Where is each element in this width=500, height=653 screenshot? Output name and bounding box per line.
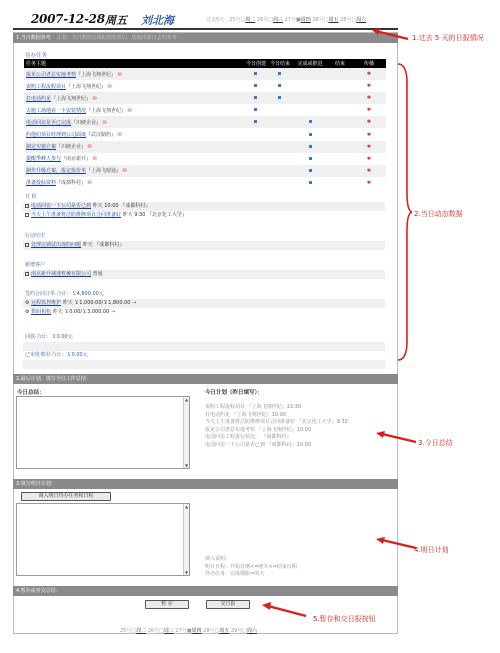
task-org: 『南京新升』 bbox=[61, 156, 92, 163]
past-day-week[interactable]: 周二 bbox=[136, 628, 147, 634]
task-name-link[interactable]: 提醒季峰人参与 bbox=[26, 156, 62, 163]
past-day-status: □ bbox=[214, 628, 220, 634]
task-subject-cell bbox=[24, 128, 244, 140]
task-status-cell bbox=[328, 153, 352, 165]
task-status-cell bbox=[328, 116, 352, 128]
schedule-label: 日 程 bbox=[25, 194, 37, 200]
section1-bar bbox=[13, 33, 398, 43]
import-hint-line: 待办任务：完成期限=明天 bbox=[205, 571, 265, 577]
list-item-org: 『成都科村』 bbox=[94, 242, 125, 248]
today-plan-list bbox=[205, 404, 348, 449]
past-day-status: □ bbox=[131, 628, 137, 634]
order-detail: 昨天 ￥1,000.00/￥1,800.00 bbox=[62, 300, 131, 306]
task-subject-cell bbox=[24, 92, 244, 104]
task-status-cell bbox=[244, 153, 268, 165]
task-status-cell bbox=[268, 80, 292, 92]
task-status-cell bbox=[268, 68, 292, 80]
task-status-cell bbox=[268, 92, 292, 104]
schedule-block bbox=[23, 193, 385, 220]
report-date: 2007-12-28 bbox=[31, 12, 105, 26]
annotation-brace bbox=[397, 63, 413, 361]
orders-block bbox=[23, 290, 385, 317]
list-item bbox=[23, 241, 385, 250]
task-status-cell bbox=[292, 165, 328, 177]
submit-report-button[interactable]: 交日报 bbox=[206, 600, 250, 609]
today-plan-label: 今日计划（昨日填写）： bbox=[205, 390, 263, 396]
payment-block bbox=[23, 333, 385, 351]
flag-icon: ✉ bbox=[116, 132, 122, 139]
today-plan-item: 报见公司老总实地考察 『上海飞翔世纪』10:00 bbox=[205, 426, 312, 433]
flag-icon: ✉ bbox=[86, 144, 92, 151]
arrow-right-icon[interactable]: → bbox=[109, 309, 116, 315]
flag-icon: ✉ bbox=[106, 83, 112, 90]
task-spread-cell bbox=[352, 80, 386, 92]
task-status-cell bbox=[292, 177, 328, 189]
task-subject-cell bbox=[24, 104, 244, 116]
spread-star-icon[interactable]: ✱ bbox=[366, 83, 372, 90]
task-subject-cell bbox=[24, 177, 244, 189]
item-checkbox-icon bbox=[25, 272, 29, 276]
annotation-3: 3.今日总结 bbox=[418, 439, 453, 447]
expense-label: 已审批费用·合计：￥0.00元 bbox=[25, 352, 88, 358]
flag-icon: ✉ bbox=[126, 107, 132, 114]
task-status-cell bbox=[244, 165, 268, 177]
task-subject-cell bbox=[24, 165, 244, 177]
task-name-link[interactable]: 制定实施方案 bbox=[26, 144, 57, 151]
task-subject-cell bbox=[24, 153, 244, 165]
report-user-name: 刘北海 bbox=[141, 14, 174, 27]
today-summary-textarea[interactable] bbox=[16, 396, 190, 469]
list-item bbox=[23, 270, 385, 279]
list-item-link[interactable]: 南京新升减速机械有限公司 bbox=[31, 271, 92, 277]
report-weekday: 周五 bbox=[105, 14, 127, 27]
task-status-cell bbox=[268, 165, 292, 177]
task-spread-cell bbox=[352, 165, 386, 177]
table-row bbox=[24, 153, 386, 165]
past-day-date: 28号 bbox=[340, 17, 352, 23]
past-day-link[interactable] bbox=[285, 17, 313, 23]
past-day-link[interactable] bbox=[257, 17, 285, 23]
task-spread-cell bbox=[352, 68, 386, 80]
section2-title: 2.最后计划，填写今日工作总结： bbox=[16, 376, 91, 382]
table-row bbox=[24, 92, 386, 104]
section1-hint: 注意：当日数据会根据端变更后，您使用新日志的参考 bbox=[56, 35, 177, 41]
task-org: 『上海飞鼎通』 bbox=[86, 168, 122, 175]
table-row bbox=[24, 177, 386, 189]
spread-star-icon[interactable]: ✱ bbox=[366, 71, 372, 78]
spread-star-icon[interactable]: ✱ bbox=[366, 155, 372, 162]
task-status-cell bbox=[268, 116, 292, 128]
col-subject[interactable]: 任务主题 bbox=[24, 59, 244, 68]
orders-label: 签约合同订单·合计：￥4,800.00元 bbox=[25, 291, 104, 297]
task-status-cell bbox=[268, 128, 292, 140]
status-marker-icon bbox=[309, 169, 312, 172]
spread-star-icon[interactable]: ✱ bbox=[366, 167, 372, 174]
task-org: 『川硬企业』 bbox=[56, 144, 87, 151]
spread-star-icon[interactable]: ✱ bbox=[366, 179, 372, 186]
status-marker-icon bbox=[278, 72, 281, 75]
plan-scrollbar[interactable] bbox=[183, 504, 189, 575]
list-item-time: 昨天 10:00 bbox=[92, 203, 119, 209]
task-status-cell bbox=[292, 141, 328, 153]
new-customers-block bbox=[23, 261, 385, 279]
spread-star-icon[interactable]: ✱ bbox=[366, 131, 372, 138]
past-day-week[interactable]: 周四 bbox=[300, 17, 311, 23]
order-icon: ⚙ bbox=[25, 309, 32, 315]
task-spread-cell bbox=[352, 128, 386, 140]
list-item-time: 昨天 9:30 bbox=[122, 212, 146, 218]
past-day-date: 25号 bbox=[120, 628, 132, 634]
section2-bar bbox=[13, 374, 398, 384]
task-status-cell bbox=[292, 80, 328, 92]
expense-block bbox=[23, 351, 385, 369]
spread-star-icon[interactable]: ✱ bbox=[366, 107, 372, 114]
task-spread-cell bbox=[352, 116, 386, 128]
list-item bbox=[23, 202, 385, 211]
past-day-link[interactable] bbox=[312, 17, 340, 23]
flag-icon: ✉ bbox=[116, 71, 122, 78]
tomorrow-plan-textarea[interactable] bbox=[16, 503, 190, 576]
task-status-cell bbox=[292, 153, 328, 165]
list-item bbox=[23, 211, 385, 220]
past-day-week[interactable]: 周五 bbox=[219, 628, 230, 634]
task-spread-cell bbox=[352, 177, 386, 189]
task-status-cell bbox=[268, 104, 292, 116]
save-draft-button[interactable]: 暂 存 bbox=[145, 600, 189, 609]
task-status-cell bbox=[328, 92, 352, 104]
today-plan-item: 电话回访工程进行状况。 『成都科村』 bbox=[205, 434, 292, 440]
past-day-date: 28号 bbox=[203, 628, 215, 634]
table-row bbox=[24, 141, 386, 153]
annotation-arrow-4 bbox=[372, 534, 418, 556]
import-hint-line: 明日日程：开始日期<=明天<=结束日期 bbox=[205, 563, 297, 570]
task-status-cell bbox=[292, 68, 328, 80]
task-status-cell bbox=[328, 104, 352, 116]
flag-icon: ✉ bbox=[101, 119, 107, 126]
past-days-prefix: 过去5天： bbox=[206, 17, 230, 23]
past-day-week[interactable]: 周六 bbox=[356, 17, 367, 23]
list-item-time: 昨天 bbox=[82, 242, 93, 248]
task-org: 『上海飞翔世纪』 bbox=[76, 71, 117, 78]
table-row bbox=[24, 80, 386, 92]
past-day-date: 26号 bbox=[256, 17, 269, 23]
past-day-status: □ bbox=[351, 17, 357, 23]
past-day-status: □ bbox=[240, 17, 246, 23]
status-marker-icon bbox=[278, 84, 281, 87]
task-org: 『上海飞翔世纪』 bbox=[51, 95, 92, 102]
order-row bbox=[23, 299, 385, 308]
col-ended[interactable]: 结束 bbox=[328, 59, 352, 68]
col-created-today[interactable]: 今日创建 bbox=[245, 61, 266, 67]
report-header bbox=[13, 4, 398, 30]
item-checkbox-icon bbox=[25, 213, 29, 217]
task-spread-cell bbox=[352, 104, 386, 116]
task-subject-cell bbox=[24, 68, 244, 80]
today-plan-item: 电话回访一下公司是否已到 『成都科村』10:00 bbox=[205, 441, 312, 448]
import-hints bbox=[205, 556, 297, 579]
scroll-down-icon[interactable]: ▼ bbox=[185, 570, 189, 575]
task-status-cell bbox=[292, 128, 328, 140]
status-marker-icon bbox=[309, 181, 312, 184]
table-row bbox=[24, 128, 386, 140]
past-day-status: □ bbox=[268, 17, 274, 23]
order-detail: 昨天 ￥0.00/￥3,000.00 bbox=[52, 309, 110, 315]
annotation-1: 1.过去 5 天的日报情况 bbox=[412, 34, 484, 42]
task-status-cell bbox=[244, 128, 268, 140]
order-icon: ⚙ bbox=[25, 300, 32, 306]
col-spread[interactable]: 传播 bbox=[352, 59, 386, 68]
task-org: 『成都科村』 bbox=[56, 180, 87, 187]
summary-scrollbar[interactable] bbox=[183, 397, 189, 468]
history-label: 行动历史 bbox=[25, 233, 46, 239]
tasks-label: 待办任务 bbox=[25, 53, 48, 59]
import-tomorrow-tasks-button[interactable]: 调入明日待办任务和日程 bbox=[21, 492, 111, 501]
item-checkbox-icon bbox=[25, 204, 29, 208]
task-org: 『川硬企业』 bbox=[71, 119, 102, 126]
past-day-date: 29号 bbox=[230, 628, 243, 634]
task-name-link[interactable]: 制作升级方案，报定报价单 bbox=[26, 168, 87, 175]
spread-star-icon[interactable]: ✱ bbox=[366, 95, 372, 102]
past-day-date: 25号 bbox=[229, 17, 241, 23]
flag-icon: ✉ bbox=[86, 180, 92, 187]
list-item-link[interactable]: 今天上午准备将洁防维修项目合同准备好 bbox=[31, 212, 122, 218]
spread-star-icon[interactable]: ✱ bbox=[366, 143, 372, 150]
table-row bbox=[24, 68, 386, 80]
section3-title: 3.填写明日计划： bbox=[16, 481, 56, 487]
today-summary-label: 今日总结： bbox=[17, 390, 45, 396]
today-plan-item: 今天上午准备将洁防维修项目合同准备好 『北京化工大学』9:30 bbox=[205, 419, 348, 425]
flag-icon: ✉ bbox=[91, 156, 97, 163]
task-org: 『上海飞翔世纪』 bbox=[66, 83, 107, 90]
past-day-week[interactable]: 周三 bbox=[273, 17, 284, 23]
flag-icon: ✉ bbox=[91, 95, 97, 102]
spread-star-icon[interactable]: ✱ bbox=[366, 119, 372, 126]
task-status-cell bbox=[268, 177, 292, 189]
task-status-cell bbox=[244, 177, 268, 189]
task-spread-cell bbox=[352, 153, 386, 165]
past-day-date: 28号 bbox=[312, 17, 324, 23]
past-five-days-nav bbox=[206, 16, 366, 23]
table-row bbox=[24, 116, 386, 128]
status-marker-icon bbox=[309, 157, 312, 160]
col-progress[interactable]: 完成或推进 bbox=[292, 59, 328, 68]
past-day-date: 27号 bbox=[175, 628, 187, 634]
task-status-cell bbox=[328, 165, 352, 177]
past-day-link[interactable] bbox=[229, 17, 257, 23]
payment-empty-row bbox=[23, 342, 385, 351]
annotation-arrow-1 bbox=[368, 25, 412, 47]
list-item-org: 『成都科村』 bbox=[120, 203, 151, 209]
history-block bbox=[23, 232, 385, 250]
expense-empty-row bbox=[23, 360, 385, 369]
task-status-cell bbox=[328, 80, 352, 92]
task-status-cell bbox=[268, 153, 292, 165]
task-status-cell bbox=[292, 116, 328, 128]
past-day-link[interactable] bbox=[120, 628, 148, 634]
annotation-4: 4.明日计划 bbox=[414, 546, 449, 554]
past-day-week[interactable]: 周五 bbox=[328, 17, 339, 23]
status-marker-icon bbox=[254, 108, 257, 111]
past-day-link[interactable] bbox=[148, 628, 176, 634]
task-name-link[interactable]: 电话回访是否已完成 bbox=[26, 119, 72, 126]
task-name-link[interactable]: 约他们项目经理到公司面谈 bbox=[26, 132, 87, 139]
section4-bar bbox=[13, 586, 398, 596]
tasks-table bbox=[24, 59, 386, 189]
table-row bbox=[24, 165, 386, 177]
task-status-cell bbox=[244, 116, 268, 128]
past-day-status: □ bbox=[323, 17, 329, 23]
task-subject-cell bbox=[24, 141, 244, 153]
task-status-cell bbox=[328, 141, 352, 153]
arrow-right-icon[interactable]: → bbox=[130, 300, 137, 306]
scroll-up-icon[interactable]: ▲ bbox=[185, 504, 189, 509]
task-status-cell bbox=[328, 177, 352, 189]
flag-icon: ✉ bbox=[121, 168, 127, 175]
scroll-down-icon[interactable]: ▼ bbox=[185, 463, 189, 468]
import-hint-line: 调入说明： bbox=[205, 556, 231, 562]
section4-title: 4.暂存或者交总结： bbox=[16, 588, 61, 594]
order-name-link[interactable]: 数码相机 bbox=[31, 309, 52, 315]
status-marker-icon bbox=[309, 120, 312, 123]
scroll-up-icon[interactable]: ▲ bbox=[185, 397, 189, 402]
past-day-link[interactable] bbox=[175, 628, 203, 634]
past-day-status: ■ bbox=[296, 17, 301, 23]
past-day-week[interactable]: 周四 bbox=[191, 628, 202, 634]
task-name-link[interactable]: 去施工场地看一下安装情况 bbox=[26, 107, 87, 114]
past-day-date: 26号 bbox=[147, 628, 160, 634]
annotation-arrow-3 bbox=[372, 428, 418, 450]
order-name-link[interactable]: 远程监控维护 bbox=[31, 300, 62, 306]
past-day-status: ■ bbox=[186, 628, 192, 634]
past-day-date: 27号 bbox=[284, 17, 296, 23]
task-name-link[interactable]: 说明工程流程项目 bbox=[26, 83, 67, 90]
customer-level: 普通 bbox=[92, 271, 103, 277]
task-name-link[interactable]: 打电话约见 bbox=[26, 95, 52, 102]
status-marker-icon bbox=[278, 96, 281, 99]
past-day-status: □ bbox=[159, 628, 164, 634]
past-day-link[interactable] bbox=[231, 628, 257, 634]
list-item-link[interactable]: 电话回访一下公司是否已到 bbox=[31, 203, 92, 209]
status-marker-icon bbox=[309, 133, 312, 136]
task-status-cell bbox=[328, 68, 352, 80]
past-day-link[interactable] bbox=[340, 17, 366, 23]
new-customers-label: 新增客户 bbox=[25, 262, 46, 268]
task-status-cell bbox=[292, 104, 328, 116]
payment-label: 回款·合计：￥0.00元 bbox=[25, 334, 73, 340]
table-row bbox=[24, 104, 386, 116]
past-day-week[interactable]: 周三 bbox=[163, 628, 174, 634]
status-marker-icon bbox=[254, 96, 257, 99]
status-marker-icon bbox=[254, 120, 257, 123]
annotation-5: 5.暂存和交日报按钮 bbox=[313, 615, 376, 623]
task-spread-cell bbox=[352, 92, 386, 104]
task-subject-cell bbox=[24, 80, 244, 92]
task-status-cell bbox=[244, 104, 268, 116]
task-status-cell bbox=[244, 92, 268, 104]
annotation-arrow-5 bbox=[258, 600, 308, 622]
past-day-status: □ bbox=[242, 628, 247, 634]
task-status-cell bbox=[292, 92, 328, 104]
task-status-cell bbox=[268, 141, 292, 153]
status-marker-icon bbox=[254, 84, 257, 87]
task-status-cell bbox=[244, 68, 268, 80]
today-plan-item: 说明工程流程项目 『上海飞翔世纪』13:30 bbox=[205, 404, 302, 410]
annotation-2: 2.当日动态数据 bbox=[414, 210, 463, 218]
task-org: 『武汉制药』 bbox=[86, 132, 117, 139]
status-marker-icon bbox=[254, 72, 257, 75]
task-status-cell bbox=[244, 80, 268, 92]
item-checkbox-icon bbox=[25, 243, 29, 247]
past-day-link[interactable] bbox=[203, 628, 231, 634]
task-status-cell bbox=[244, 141, 268, 153]
col-ended-today[interactable]: 今日结束 bbox=[269, 61, 290, 67]
task-name-link[interactable]: 准备投标资料 bbox=[26, 180, 57, 187]
status-marker-icon bbox=[309, 145, 312, 148]
section1-title: 1.当日数据参考 bbox=[16, 35, 51, 41]
task-spread-cell bbox=[352, 141, 386, 153]
list-item-org: 『北京化工大学』 bbox=[147, 212, 188, 218]
task-org: 『上海飞翔世纪』 bbox=[86, 107, 127, 114]
today-plan-item: 打电话约见 『上海飞翔世纪』10:00 bbox=[205, 411, 287, 418]
past-day-week[interactable]: 周六 bbox=[246, 628, 257, 634]
task-status-cell bbox=[328, 128, 352, 140]
order-row bbox=[23, 308, 385, 317]
task-name-link[interactable]: 报见公司老总实地考察 bbox=[26, 71, 77, 78]
section3-bar bbox=[13, 479, 398, 489]
past-day-week[interactable]: 周二 bbox=[245, 17, 256, 23]
list-item-link[interactable]: 处理完调试出现的问题 bbox=[31, 242, 82, 248]
task-subject-cell bbox=[24, 116, 244, 128]
footer-past-days-nav bbox=[120, 627, 257, 634]
